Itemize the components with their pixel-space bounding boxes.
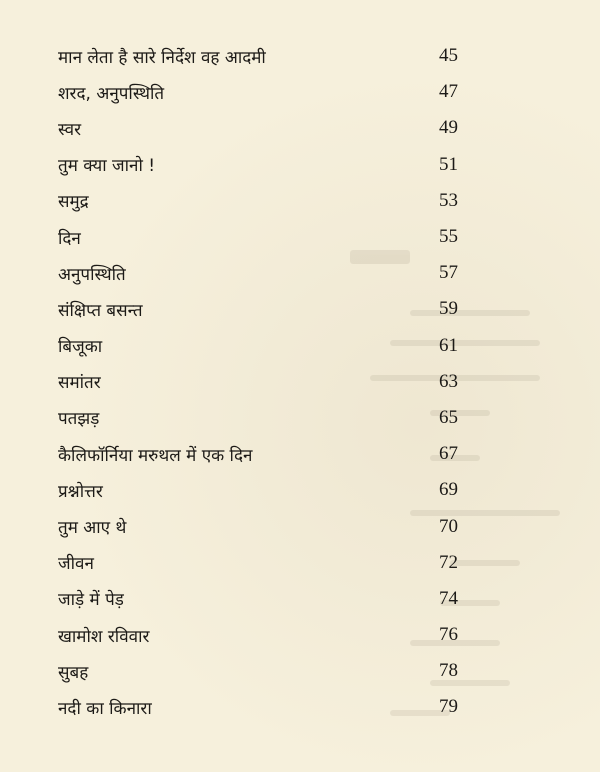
toc-entry-page: 70 [439,515,458,537]
toc-entry [58,400,458,436]
toc-entry-title: प्रश्नोत्तर [58,481,103,502]
toc-entry [58,183,458,219]
toc-entry [58,653,458,689]
toc-entry-page: 59 [439,298,458,320]
toc-entry-page: 57 [439,262,458,284]
toc-entry-page: 65 [439,406,458,428]
toc-entry-title: जीवन [58,554,94,575]
toc-entry-title: मान लेता है सारे निर्देश वह आदमी [58,47,266,68]
toc-entry [58,328,458,364]
toc-entry-title: संक्षिप्त बसन्त [58,300,143,321]
toc-entry-page: 45 [439,45,458,67]
toc-entry-title: जाड़े में पेड़ [58,590,124,611]
toc-entry-title: कैलिफॉर्निया मरुथल में एक दिन [58,445,253,466]
toc-entry-title: समुद्र [58,192,89,213]
toc-entry [58,617,458,653]
toc-entry-page: 74 [439,587,458,609]
toc-entry-title: तुम आए थे [58,518,127,539]
toc-entry [58,74,458,110]
toc-entry-page: 67 [439,443,458,465]
toc-entry [58,364,458,400]
toc-entry [58,291,458,327]
toc-entry-page: 61 [439,334,458,356]
toc-entry-title: सुबह [58,662,89,683]
toc-entry [58,219,458,255]
toc-entry-page: 79 [439,696,458,718]
toc-entry-title: स्वर [58,119,82,140]
toc-entry [58,110,458,146]
toc-entry-page: 49 [439,117,458,139]
toc-entry [58,147,458,183]
toc-entry [58,581,458,617]
toc-entry [58,508,458,544]
toc-entry-page: 78 [439,660,458,682]
table-of-contents [58,38,458,726]
toc-entry [58,436,458,472]
toc-entry-page: 63 [439,370,458,392]
toc-entry-title: पतझड़ [58,409,100,430]
toc-entry-page: 76 [439,624,458,646]
toc-entry-title: नदी का किनारा [58,698,152,719]
toc-entry-title: शरद, अनुपस्थिति [58,83,165,104]
toc-entry [58,545,458,581]
toc-entry-page: 69 [439,479,458,501]
toc-entry [58,255,458,291]
toc-entry-page: 72 [439,551,458,573]
toc-entry-title: बिजूका [58,337,103,358]
toc-entry [58,38,458,74]
toc-entry-page: 55 [439,226,458,248]
toc-entry-title: समांतर [58,373,101,394]
toc-entry-page: 47 [439,81,458,103]
toc-entry-page: 51 [439,153,458,175]
toc-entry-title: खामोश रविवार [58,626,150,647]
toc-entry-title: तुम क्या जानो ! [58,156,156,177]
toc-entry-page: 53 [439,189,458,211]
toc-entry-title: अनुपस्थिति [58,264,126,285]
toc-entry [58,472,458,508]
toc-entry [58,689,458,725]
toc-entry-title: दिन [58,228,81,249]
